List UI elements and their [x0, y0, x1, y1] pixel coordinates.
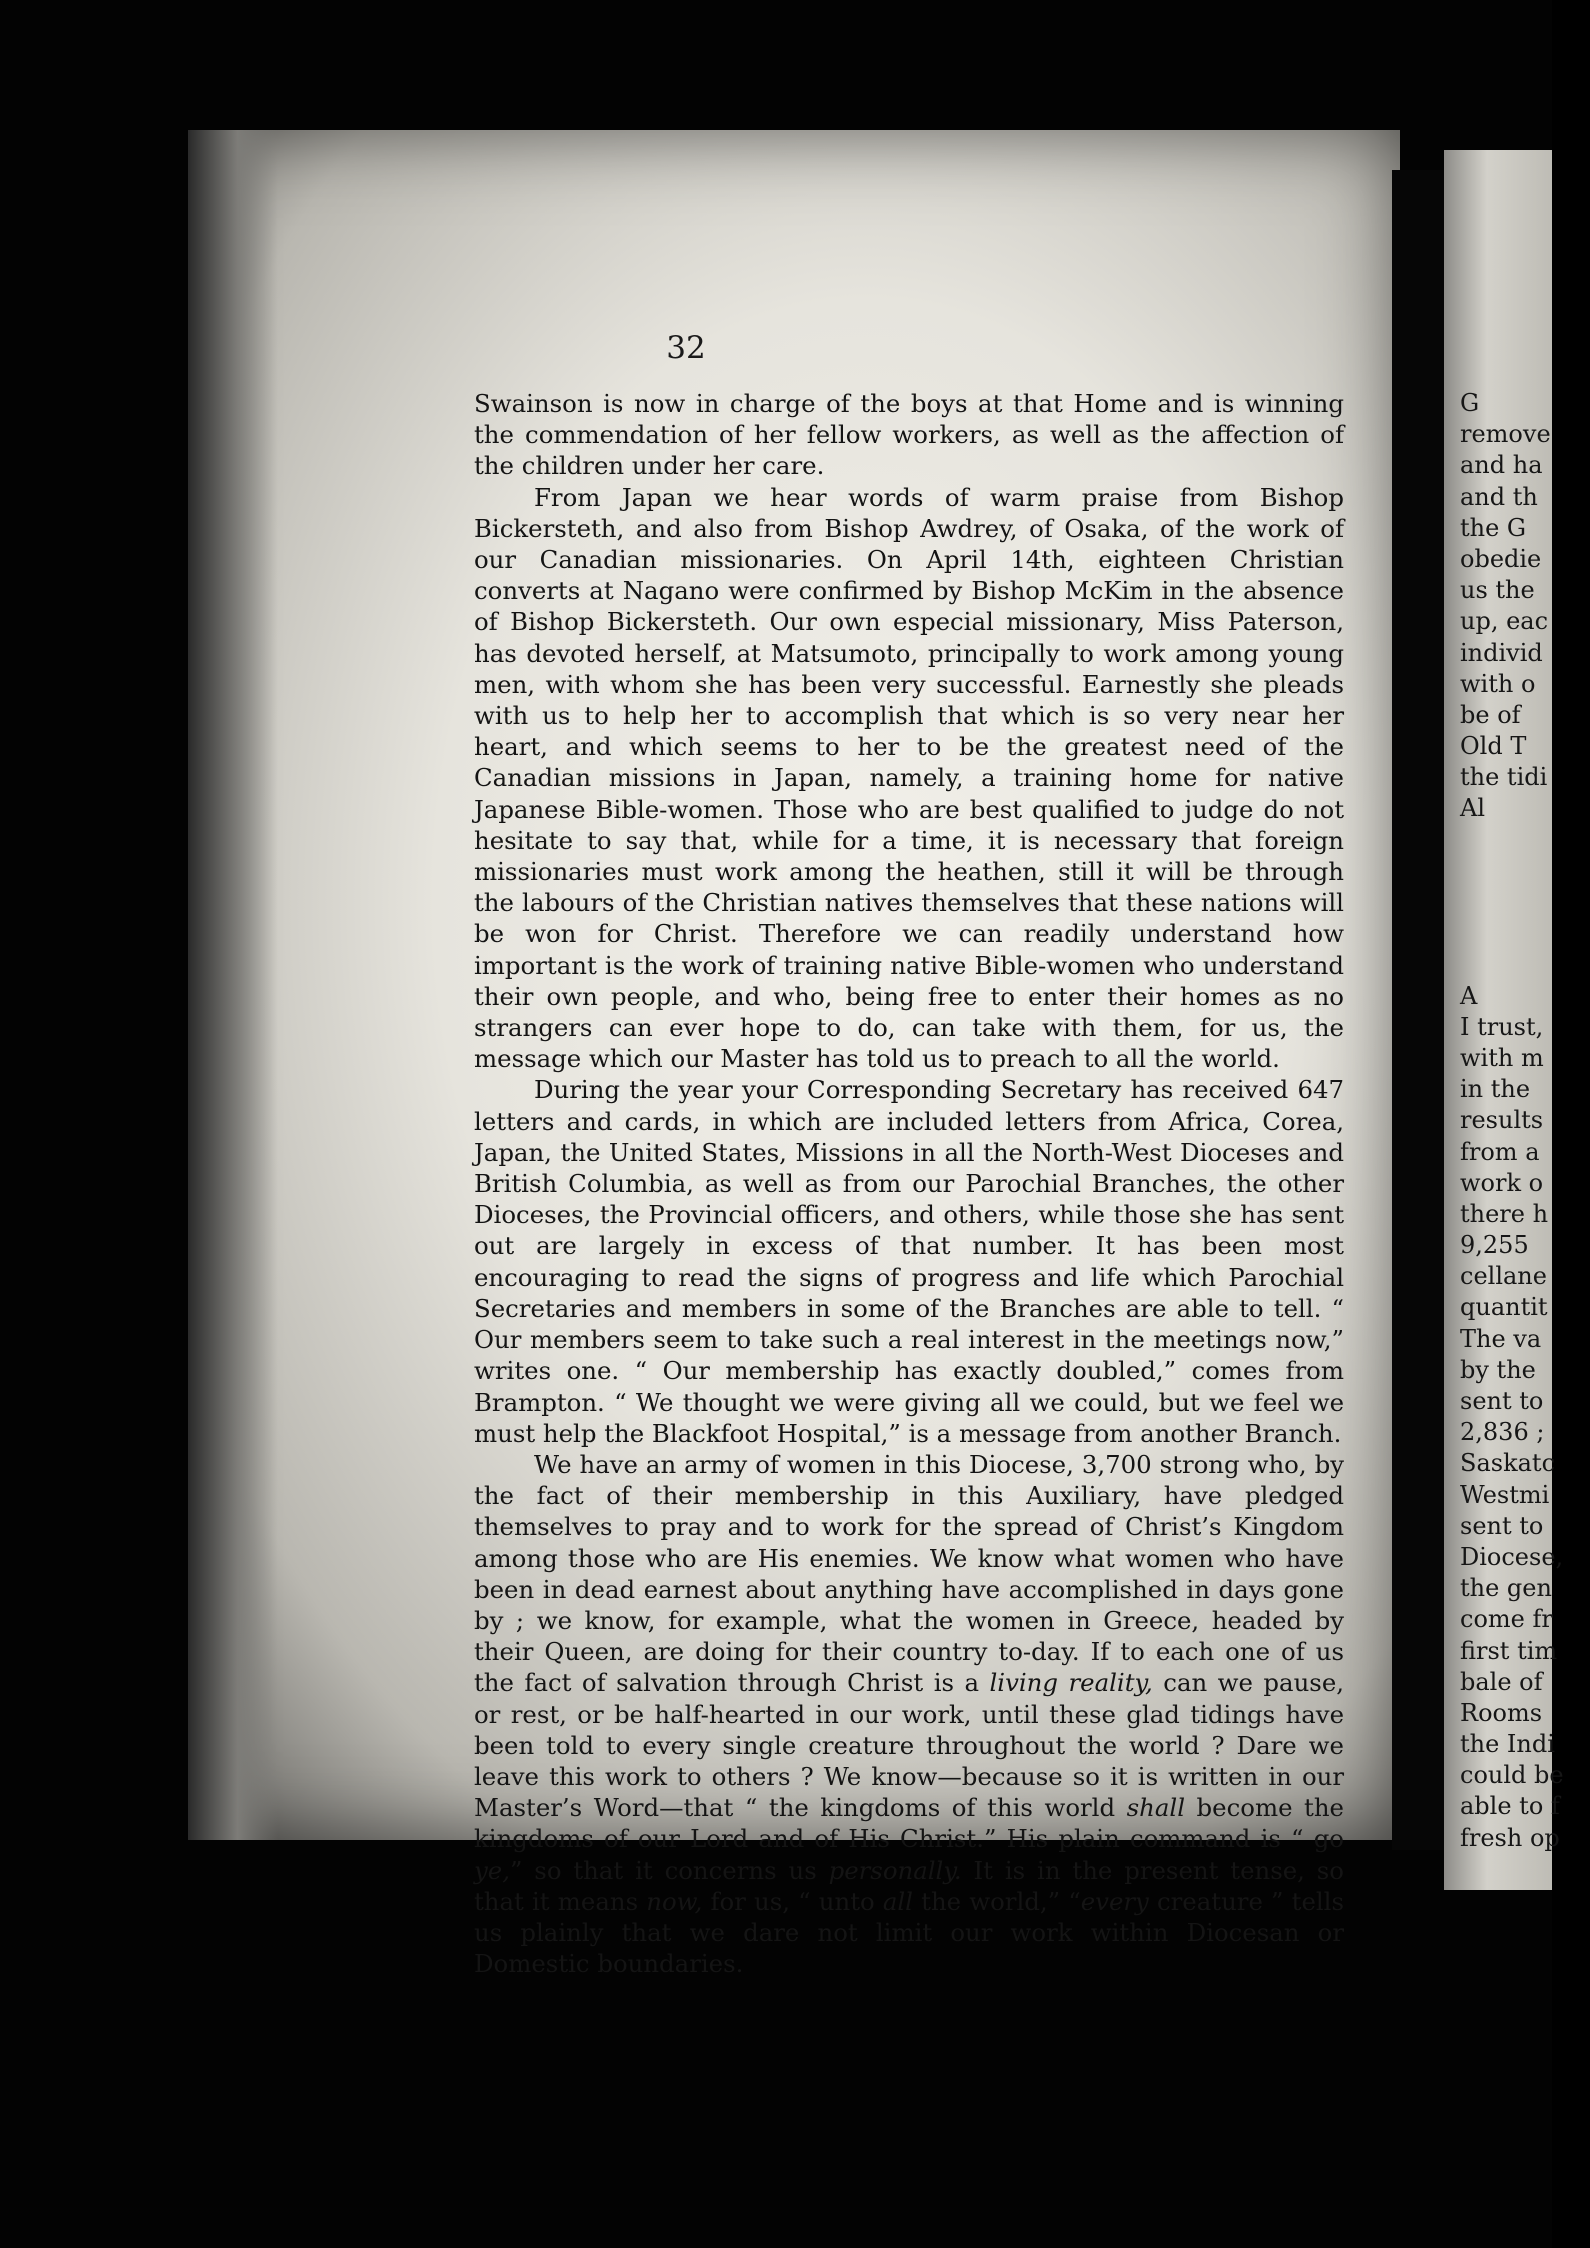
facing-page-line: the G: [1460, 513, 1527, 542]
facing-page-line: with o: [1460, 669, 1536, 698]
facing-page-line: remove: [1460, 420, 1551, 449]
facing-page-line: bale of: [1460, 1667, 1543, 1696]
facing-page-line: sent to: [1460, 1387, 1544, 1415]
facing-page-line: the tidi: [1460, 763, 1548, 792]
page-body: [474, 388, 1344, 1979]
facing-page-line: sent to: [1460, 1511, 1544, 1540]
facing-page-line: work o: [1460, 1168, 1544, 1197]
facing-page-line: obedie: [1460, 544, 1542, 573]
emphasis: shall: [1126, 1793, 1185, 1823]
facing-page-line: in the: [1460, 1075, 1531, 1104]
paragraph: Swainson is now in charge of the boys at that Home and is winning the commendation of her fellow workers, as well as the affection of the children under her care.: [474, 389, 1344, 481]
emphasis: personally.: [828, 1855, 962, 1885]
facing-page-line: results: [1460, 1106, 1544, 1135]
facing-page-line: by the: [1460, 1355, 1536, 1384]
page-number: 32: [666, 330, 706, 366]
facing-page-line: Old T: [1460, 732, 1527, 761]
facing-page-line: be of: [1460, 700, 1521, 729]
facing-page-line: 2,836 ;: [1460, 1418, 1545, 1447]
facing-page-line: could be: [1460, 1761, 1564, 1790]
emphasis: every: [1080, 1886, 1149, 1916]
facing-page-line: from a: [1460, 1137, 1540, 1166]
facing-page-line: Diocese,: [1460, 1542, 1564, 1571]
facing-page-line: Westmi: [1460, 1480, 1550, 1509]
text-run: It is in the present tense, so that it means: [474, 1855, 1344, 1916]
facing-page-line: [1460, 918, 1590, 949]
text-run: become the kingdoms of our Lord and of His Christ.” His plain command is “ go: [474, 1793, 1344, 1854]
text-run: creature ” tells us plainly that we dare not limit our work within Diocesan or Domestic boundaries.: [474, 1886, 1344, 1979]
paragraph: [474, 1449, 1344, 1979]
facing-page-line: the Indi: [1460, 1730, 1555, 1759]
facing-page-line: Al: [1460, 794, 1486, 823]
facing-page-line: and th: [1460, 482, 1538, 511]
facing-page-line: the gen: [1460, 1574, 1552, 1603]
text-run: ” so that it concerns us: [509, 1855, 829, 1885]
facing-page-line: [1460, 825, 1590, 856]
facing-page-line: The va: [1460, 1324, 1542, 1353]
paragraph: From Japan we hear words of warm praise from Bishop Bickersteth, and also from Bishop Awdrey, of Osaka, of the work of our Canadian missionaries. On April 14th, eighteen Christian converts at Nagano were confirmed by Bishop McKim in the absence of Bishop Bickersteth. Our own especial missionary, Miss Paterson, has devoted herself, at Matsumoto, principally to work among young men, with whom she has been very successful. Earnestly she pleads with us to help her to accomplish that which is so very near her heart, and which seems to her to be the greatest need of the Canadian missions in Japan, namely, a training home for native Japanese Bible-women. Those who are best qualified to judge do not hesitate to say that, while for a time, it is necessary that foreign missionaries must work among the heathen, still it will be through the labours of the Christian natives themselves that these nations will be won for Christ. Therefore we can readily understand how important is the work of training native Bible-women who understand their own people, and who, being free to enter their homes as no strangers can ever hope to do, can take with them, for us, the message which our Master has told us to preach to all the world.: [474, 482, 1344, 1074]
text-run: We have an army of women in this Diocese, 3,700 strong who, by the fact of their membership in this Auxiliary, have pledged themselves to pray and to work for the spread of Christ’s Kingdom among those who are His enemies. We know what women who have been in dead earnest about anything have accomplished in days gone by ; we know, for example, what the women in Greece, headed by their Queen, are doing for their country to-day. If to each one of us the fact of salvation through Christ is a: [474, 1449, 1344, 1698]
facing-page-line: there h: [1460, 1199, 1549, 1228]
emphasis: ye,: [474, 1855, 510, 1885]
paragraph: During the year your Corresponding Secretary has received 647 letters and cards, in which are included letters from Africa, Corea, Japan, the United States, Missions in all the North-West Dioceses and British Columbia, as well as from our Parochial Branches, the other Dioceses, the Provincial officers, and others, while those she has sent out are largely in excess of that number. It has been most encouraging to read the signs of progress and life which Parochial Secretaries and members in some of the Branches are able to tell. “ Our members seem to take such a real interest in the meetings now,” writes one. “ Our membership has exactly doubled,” comes from Brampton. “ We thought we were giving all we could, but we feel we must help the Blackfoot Hospital,” is a message from another Branch.: [474, 1075, 1344, 1448]
facing-page-line: able to f: [1460, 1792, 1560, 1821]
facing-page-line: [1460, 949, 1590, 980]
facing-page-line: come fr: [1460, 1605, 1553, 1634]
emphasis: living reality,: [989, 1668, 1153, 1698]
facing-page-line: up, eac: [1460, 607, 1549, 636]
text-run: for us, “ unto: [702, 1886, 883, 1916]
facing-page-line: with m: [1460, 1043, 1544, 1072]
facing-page-line: I trust,: [1460, 1012, 1544, 1041]
text-run: can we pause, or rest, or be half-hearted in our work, until these glad tidings have been told to every single creature throughout the world ? Dare we leave this work to others ? We know—because so it is written in our Master’s Word—that “ the kingdoms of this world: [474, 1668, 1345, 1823]
facing-page-line: Rooms: [1460, 1698, 1543, 1727]
facing-page-line: us the: [1460, 576, 1535, 605]
facing-page-line: G: [1460, 389, 1480, 417]
facing-page-line: [1460, 856, 1590, 887]
facing-page-line: cellane: [1460, 1262, 1547, 1291]
facing-page-line: quantit: [1460, 1293, 1548, 1322]
facing-page-line: individ: [1460, 638, 1543, 667]
facing-page-line: A: [1460, 981, 1478, 1010]
text-run: the world,” “: [913, 1886, 1081, 1916]
facing-page-line: and ha: [1460, 451, 1543, 480]
facing-page-line: 9,255: [1460, 1231, 1529, 1260]
facing-page-line: first tim: [1460, 1636, 1558, 1665]
emphasis: all: [882, 1886, 913, 1916]
facing-page-line: Saskatc: [1460, 1449, 1556, 1478]
facing-page-text: [1460, 388, 1590, 1854]
facing-page-line: [1460, 887, 1590, 918]
page-edge-shadow: [188, 130, 278, 1840]
facing-page-line: fresh op: [1460, 1823, 1560, 1852]
book-gutter: [1392, 170, 1444, 1850]
emphasis: now,: [646, 1886, 703, 1916]
facing-page: [1444, 150, 1564, 1890]
